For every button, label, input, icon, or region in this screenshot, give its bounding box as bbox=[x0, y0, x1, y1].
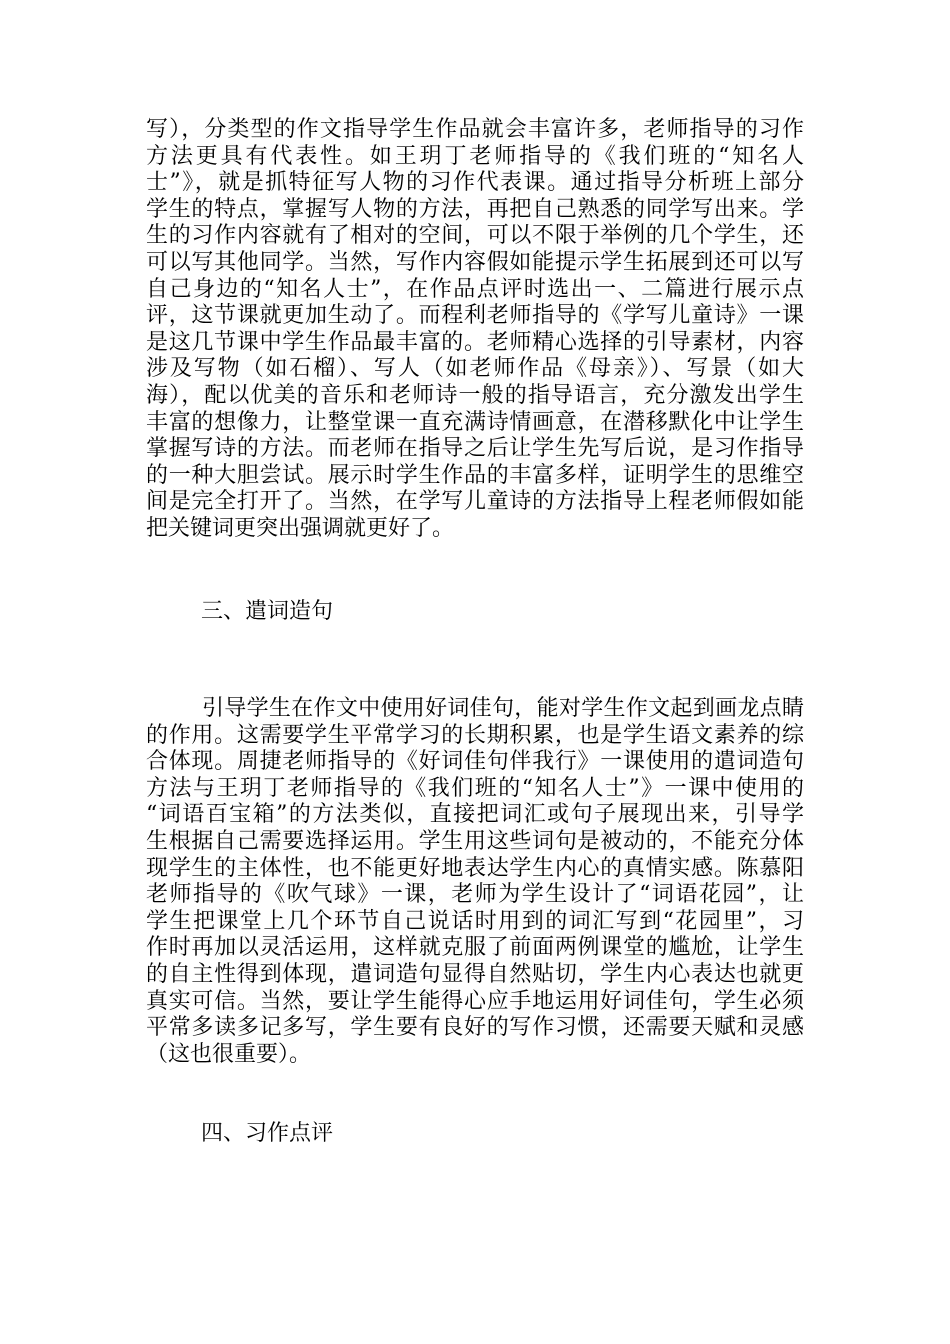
text-line: 真实可信。当然，要让学生能得心应手地运用好词佳句，学生必须 bbox=[146, 988, 804, 1014]
text-line: 生根据自己需要选择运用。学生用这些词句是被动的，不能充分体 bbox=[146, 828, 804, 854]
body-paragraph-writing-methods bbox=[146, 117, 804, 543]
text-line: 涉及写物（如石榴）、写人（如老师作品《母亲》）、写景（如大 bbox=[146, 356, 804, 382]
text-line: 方法与王玥丁老师指导的《我们班的“知名人士”》一课中使用的 bbox=[146, 775, 804, 801]
text-line: 丰富的想像力，让整堂课一直充满诗情画意，在潜移默化中让学生 bbox=[146, 409, 804, 435]
text-line: 间是完全打开了。当然，在学写儿童诗的方法指导上程老师假如能 bbox=[146, 489, 804, 515]
text-line: 把关键词更突出强调就更好了。 bbox=[146, 515, 455, 541]
text-line: 的一种大胆尝试。展示时学生作品的丰富多样，证明学生的思维空 bbox=[146, 462, 804, 488]
text-line: 合体现。周捷老师指导的《好词佳句伴我行》一课使用的遣词造句 bbox=[146, 749, 804, 775]
text-line: 可以写其他同学。当然，写作内容假如能提示学生拓展到还可以写 bbox=[146, 249, 804, 275]
text-line: 是这几节课中学生作品最丰富的。老师精心选择的引导素材，内容 bbox=[146, 329, 804, 355]
section-heading-4: 四、习作点评 bbox=[201, 1121, 334, 1146]
text-line: 平常多读多记多写，学生要有良好的写作习惯，还需要天赋和灵感 bbox=[146, 1015, 804, 1041]
text-line: 的作用。这需要学生平常学习的长期积累，也是学生语文素养的综 bbox=[146, 722, 804, 748]
text-line: 作时再加以灵活运用，这样就克服了前面两例课堂的尴尬，让学生 bbox=[146, 935, 804, 961]
text-line: 生的习作内容就有了相对的空间，可以不限于举例的几个学生，还 bbox=[146, 223, 804, 249]
text-line: 掌握写诗的方法。而老师在指导之后让学生先写后说，是习作指导 bbox=[146, 436, 804, 462]
text-line: 的自主性得到体现，遣词造句显得自然贴切，学生内心表达也就更 bbox=[146, 961, 804, 987]
text-line: 评，这节课就更加生动了。而程利老师指导的《学写儿童诗》一课 bbox=[146, 303, 804, 329]
text-line: 方法更具有代表性。如王玥丁老师指导的《我们班的“知名人 bbox=[146, 143, 804, 169]
text-line: 写），分类型的作文指导学生作品就会丰富许多，老师指导的习作 bbox=[146, 117, 804, 142]
text-line: 士”》，就是抓特征写人物的习作代表课。通过指导分析班上部分 bbox=[146, 170, 804, 196]
section-heading-3: 三、遣词造句 bbox=[201, 599, 334, 624]
text-line: 自己身边的“知名人士”，在作品点评时选出一、二篇进行展示点 bbox=[146, 276, 804, 302]
body-paragraph-word-choice bbox=[146, 696, 804, 1068]
text-line: “词语百宝箱”的方法类似，直接把词汇或句子展现出来，引导学 bbox=[146, 802, 804, 828]
text-line: 海），配以优美的音乐和老师诗一般的指导语言，充分激发出学生 bbox=[146, 382, 804, 408]
text-line: 现学生的主体性，也不能更好地表达学生内心的真情实感。陈慕阳 bbox=[146, 855, 804, 881]
text-line: 学生的特点，掌握写人物的方法，再把自己熟悉的同学写出来。学 bbox=[146, 196, 804, 222]
text-line: 老师指导的《吹气球》一课，老师为学生设计了“词语花园”，让 bbox=[146, 882, 804, 908]
text-line: 引导学生在作文中使用好词佳句，能对学生作文起到画龙点睛 bbox=[202, 696, 804, 721]
text-line: 学生把课堂上几个环节自己说话时用到的词汇写到“花园里”，习 bbox=[146, 908, 804, 934]
text-line: （这也很重要）。 bbox=[146, 1041, 312, 1067]
